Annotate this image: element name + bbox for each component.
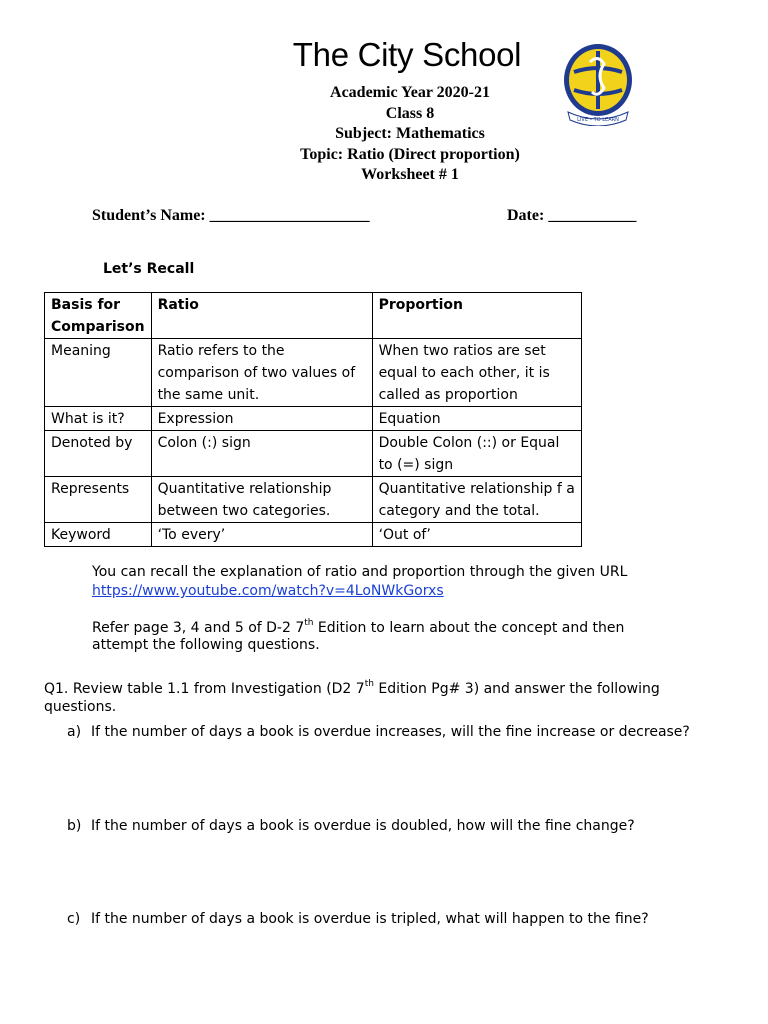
comparison-table <box>44 292 582 547</box>
question-1c-marker: c) <box>67 911 81 927</box>
table-row <box>45 523 582 547</box>
table-row <box>45 477 582 523</box>
refer-text-line2: attempt the following questions. <box>92 637 320 653</box>
subject-label: Subject: Mathematics <box>335 125 485 142</box>
question-1a-marker: a) <box>67 724 82 740</box>
q1-text-start: Q1. Review table 1.1 from Investigation (D2 7 <box>44 681 365 697</box>
school-name: The City School <box>292 36 522 73</box>
refer-text <box>92 620 624 637</box>
question-1-intro-line2: questions. <box>44 699 117 715</box>
proportion-cell: Double Colon (::) or Equal to (=) sign <box>372 431 581 477</box>
row-label: Denoted by <box>45 431 152 477</box>
header-basis: Basis for Comparison <box>45 293 152 339</box>
date-field: Date: ___________ <box>507 207 637 224</box>
proportion-cell: ‘Out of’ <box>372 523 581 547</box>
ratio-cell: Expression <box>151 407 372 431</box>
row-label: Keyword <box>45 523 152 547</box>
refer-text-end: Edition to learn about the concept and then <box>313 620 625 636</box>
ratio-cell: ‘To every’ <box>151 523 372 547</box>
recall-heading: Let’s Recall <box>103 261 195 277</box>
table-row <box>45 407 582 431</box>
table-header-row <box>45 293 582 339</box>
ratio-cell: Colon (:) sign <box>151 431 372 477</box>
question-1b-text: If the number of days a book is overdue is doubled, how will the fine change? <box>91 818 635 834</box>
row-label: What is it? <box>45 407 152 431</box>
q1-superscript: th <box>364 679 374 689</box>
question-1a-text: If the number of days a book is overdue increases, will the fine increase or decrease? <box>91 724 690 740</box>
refer-superscript: th <box>304 618 314 628</box>
question-1c-text: If the number of days a book is overdue is tripled, what will happen to the fine? <box>91 911 649 927</box>
logo-motto: LIVE – TO LEARN <box>577 117 619 123</box>
student-name-field: Student’s Name: ____________________ <box>92 207 370 224</box>
recall-text: You can recall the explanation of ratio and proportion through the given URL <box>92 564 628 580</box>
header-ratio: Ratio <box>151 293 372 339</box>
ratio-cell: Quantitative relationship between two categories. <box>151 477 372 523</box>
row-label: Meaning <box>45 339 152 407</box>
header-proportion: Proportion <box>372 293 581 339</box>
youtube-link[interactable]: https://www.youtube.com/watch?v=4LoNWkGorxs <box>92 583 444 599</box>
question-1b-marker: b) <box>67 818 82 834</box>
proportion-cell: When two ratios are set equal to each other, it is called as proportion <box>372 339 581 407</box>
table-row <box>45 339 582 407</box>
row-label: Represents <box>45 477 152 523</box>
topic-label: Topic: Ratio (Direct proportion) <box>300 146 520 163</box>
table-row <box>45 431 582 477</box>
class-label: Class 8 <box>385 105 435 122</box>
q1-text-end: Edition Pg# 3) and answer the following <box>373 681 660 697</box>
school-crest-logo <box>560 42 636 126</box>
worksheet-label: Worksheet # 1 <box>361 166 459 183</box>
question-1-intro <box>44 681 660 698</box>
proportion-cell: Quantitative relationship f a category and the total. <box>372 477 581 523</box>
academic-year: Academic Year 2020-21 <box>330 84 490 101</box>
refer-text-start: Refer page 3, 4 and 5 of D-2 7 <box>92 620 305 636</box>
ratio-cell: Ratio refers to the comparison of two values of the same unit. <box>151 339 372 407</box>
proportion-cell: Equation <box>372 407 581 431</box>
